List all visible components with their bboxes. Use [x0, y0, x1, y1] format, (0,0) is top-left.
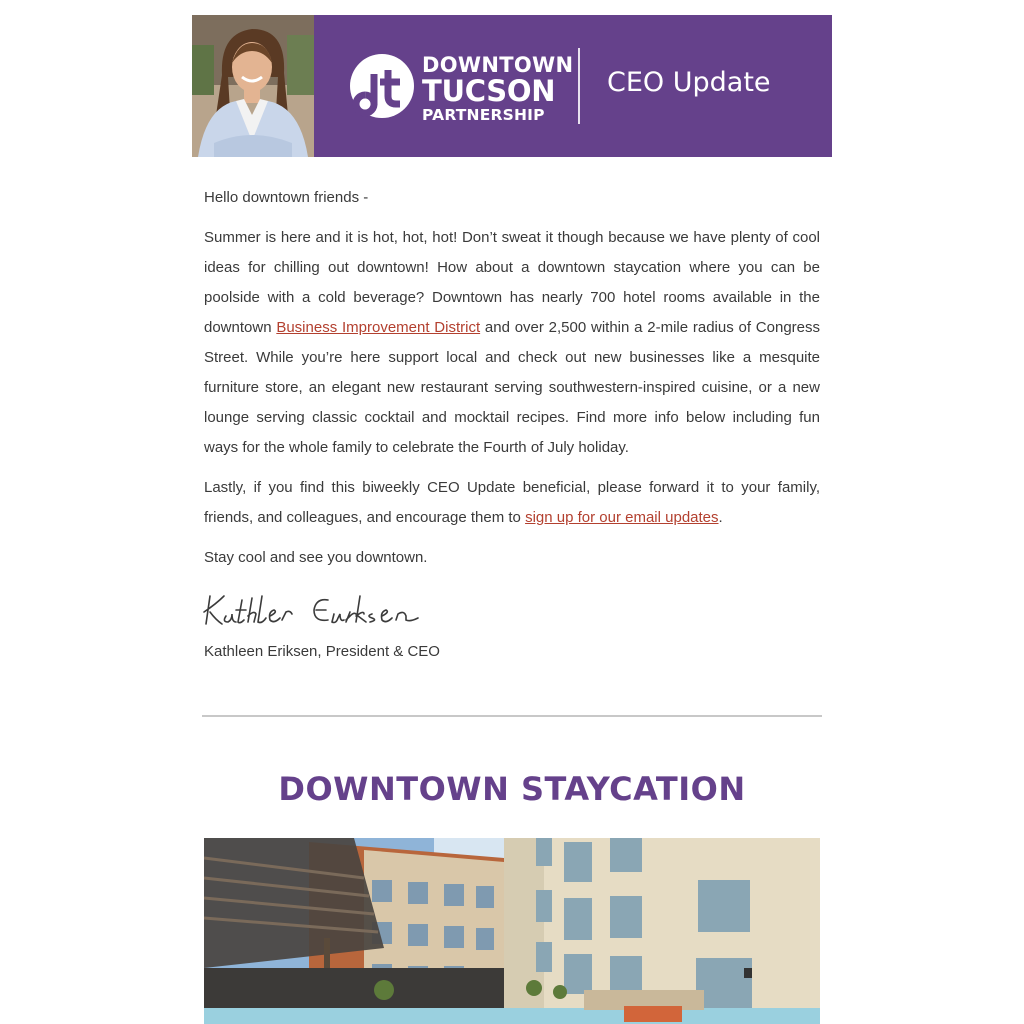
- logo-line-partnership: PARTNERSHIP: [422, 106, 545, 124]
- business-improvement-district-link[interactable]: Business Improvement District: [276, 319, 481, 336]
- letter-body: [204, 183, 820, 583]
- ceo-portrait-photo: [192, 15, 314, 157]
- email-signup-link[interactable]: sign up for our email updates: [525, 509, 719, 526]
- section-divider: [202, 715, 822, 717]
- signer-name: Kathleen Eriksen, President & CEO: [204, 643, 440, 660]
- section-title: DOWNTOWN STAYCATION: [278, 770, 746, 808]
- greeting: Hello downtown friends -: [204, 189, 369, 206]
- banner-title: CEO Update: [607, 67, 771, 98]
- logo-line-downtown: DOWNTOWN: [422, 53, 574, 77]
- logo-line-tucson: TUCSON: [422, 74, 556, 108]
- banner-divider: [578, 48, 580, 124]
- paragraph-summer: [204, 223, 820, 463]
- handwritten-signature: [200, 590, 422, 632]
- paragraph-summer-text-b: and over 2,500 within a 2-mile radius of Congress Street. While you’re here support local and check out new businesses like a mesquite furniture store, an elegant new restaurant serving southwestern-inspired cuisine, or a new lounge serving classic cocktail and mocktail recipes. Find more info below including fun ways for the whole family to celebrate the Fourth of July holiday.: [204, 319, 820, 456]
- hotel-pool-photo: [204, 838, 820, 1024]
- paragraph-forward: [204, 473, 820, 533]
- paragraph-forward-text-b: .: [718, 509, 723, 526]
- header-banner: [192, 15, 832, 157]
- paragraph-summer-text-a: Summer is here and it is hot, hot, hot! Don’t sweat it though because we have plenty of cool ideas for chilling out downtown! How about a downtown staycation where you can be poolside with a cold beverage? Downtown has nearly 700 hotel rooms available in the downtown: [204, 229, 820, 336]
- closing-line: Stay cool and see you downtown.: [204, 549, 428, 566]
- logo-wordmark: [422, 55, 573, 124]
- paragraph-forward-text-a: Lastly, if you find this biweekly CEO Update beneficial, please forward it to your family, friends, and colleagues, and encourage them to: [204, 479, 820, 526]
- logo-mark-icon: [350, 54, 414, 118]
